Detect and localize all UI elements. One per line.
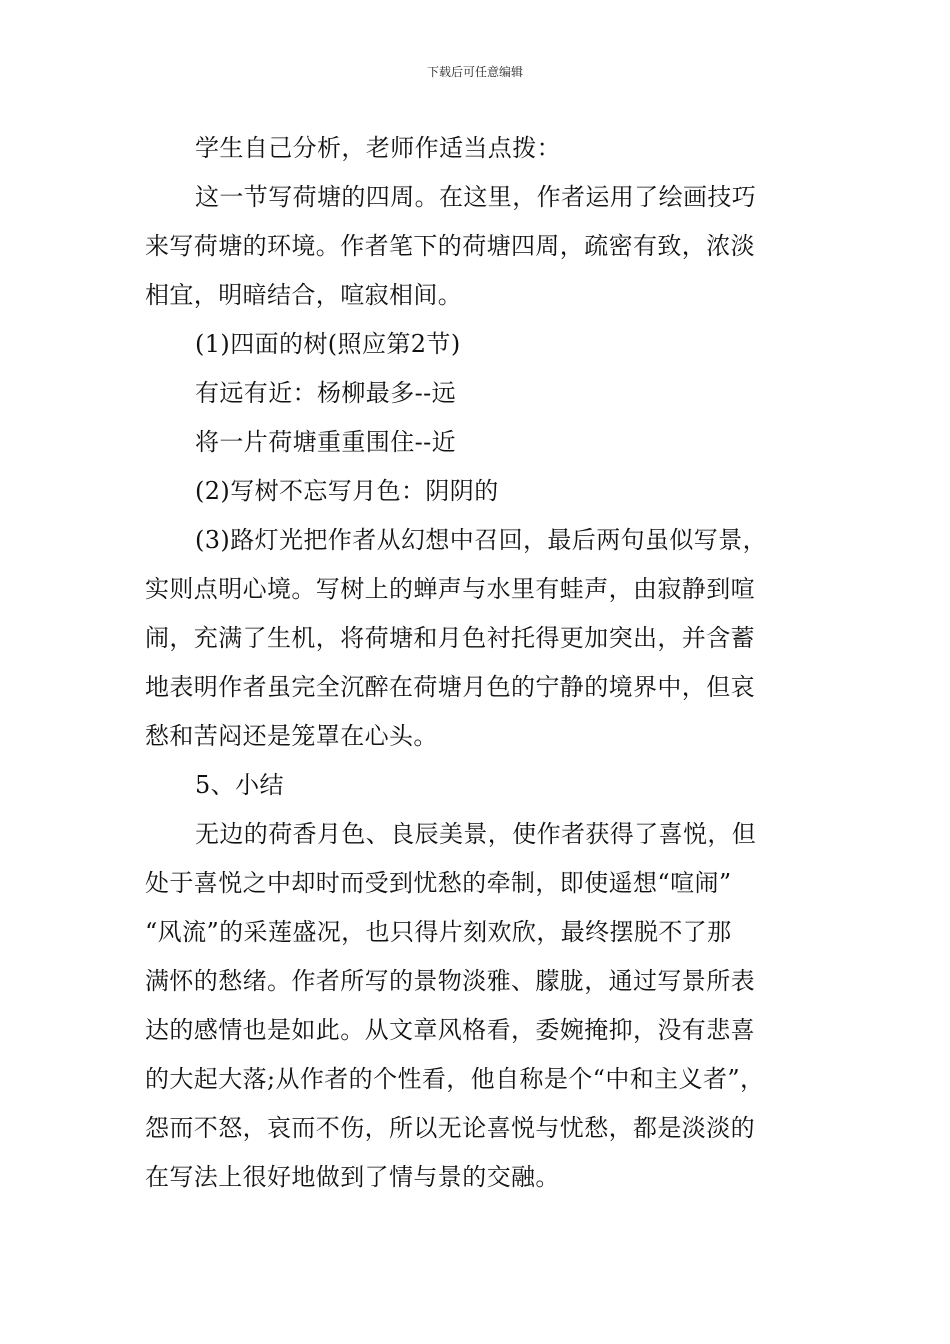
text-line: (3)路灯光把作者从幻想中召回，最后两句虽似写景， [195,526,767,554]
text-line: 愁和苦闷还是笼罩在心头。 [145,722,438,750]
text-line: (2)写树不忘写月色：阴阴的 [195,477,499,505]
text-line: 的大起大落;从作者的个性看，他自称是个“中和主义者”， [145,1065,765,1093]
text-line: 处于喜悦之中却时而受到忧愁的牵制，即使遥想“喧闹” [145,869,732,897]
text-line: 来写荷塘的环境。作者笔下的荷塘四周，疏密有致，浓淡 [145,232,755,260]
text-line: 满怀的愁绪。作者所写的景物淡雅、朦胧，通过写景所表 [145,967,755,995]
text-line: “风流”的采莲盛况，也只得片刻欢欣，最终摆脱不了那 [145,918,732,946]
text-line: 相宜，明暗结合，喧寂相间。 [145,281,463,309]
text-line: 在写法上很好地做到了情与景的交融。 [145,1163,560,1191]
text-line: 达的感情也是如此。从文章风格看，委婉掩抑，没有悲喜 [145,1016,755,1044]
text-line: 学生自己分析，老师作适当点拨： [195,134,561,162]
text-line: 地表明作者虽完全沉醉在荷塘月色的宁静的境界中，但哀 [145,673,755,701]
section-heading: 5、小结 [195,771,284,799]
text-line: 无边的荷香月色、良辰美景，使作者获得了喜悦，但 [195,820,757,848]
page-header: 下载后可任意编辑 [426,65,523,79]
text-line: 实则点明心境。写树上的蝉声与水里有蛙声，由寂静到喧 [145,575,755,603]
document-body [145,124,825,1202]
text-line: 将一片荷塘重重围住--近 [195,428,457,456]
text-line: 闹，充满了生机，将荷塘和月色衬托得更加突出，并含蓄 [145,624,755,652]
text-line: (1)四面的树(照应第2节) [195,330,461,358]
text-line: 这一节写荷塘的四周。在这里，作者运用了绘画技巧 [195,183,757,211]
text-line: 怨而不怒，哀而不伤，所以无论喜悦与忧愁，都是淡淡的 [145,1114,755,1142]
text-line: 有远有近：杨柳最多--远 [195,379,457,407]
